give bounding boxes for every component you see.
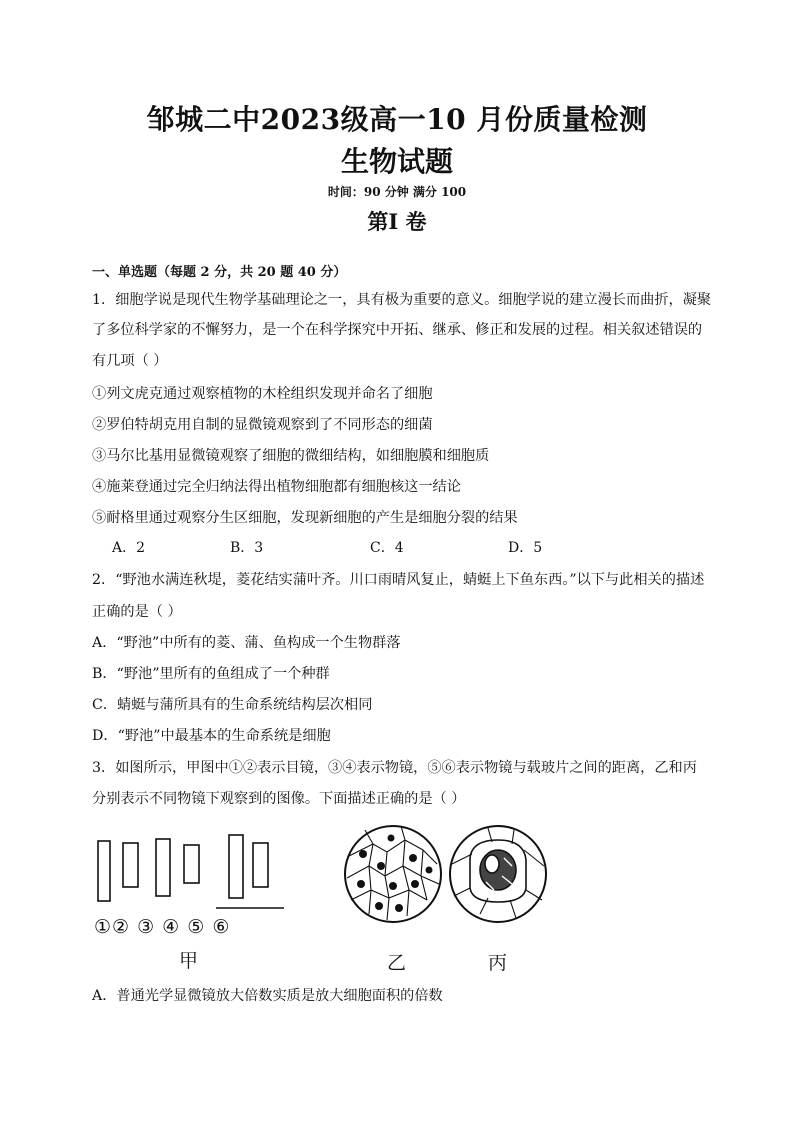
view-bing [450, 826, 546, 922]
q1-option-b[interactable]: B．3 [230, 540, 264, 556]
q2-stem-line: 正确的是（ ） [92, 604, 182, 620]
exam-title: 邹城二中2023级高一10 月份质量检测 [146, 103, 648, 136]
eyepiece-short [123, 843, 138, 887]
q1-stem-line: 了多位科学家的不懈努力，是一个在科学探究中开拓、继承、修正和发展的过程。相关叙述错误的 [92, 322, 703, 338]
figure-numbers: ①② ③ ④ ⑤ ⑥ [94, 916, 231, 938]
q2-option-c[interactable]: C．蜻蜓与蒲所具有的生命系统结构层次相同 [92, 697, 373, 713]
q1-option-c[interactable]: C．4 [370, 540, 404, 556]
objective-short-stage [253, 843, 268, 887]
q1-item: ⑤耐格里通过观察分生区细胞，发现新细胞的产生是细胞分裂的结果 [92, 510, 518, 526]
figure-label-yi: 乙 [387, 952, 407, 974]
volume-heading: 第Ⅰ 卷 [367, 209, 427, 234]
q2-stem-line: 2．“野池水满连秋堤，菱花结实蒲叶齐。川口雨晴风复止，蜻蜓上下鱼东西。”以下与此相关的描述 [92, 572, 705, 588]
q1-item: ①列文虎克通过观察植物的木栓组织发现并命名了细胞 [92, 386, 433, 402]
q1-item: ②罗伯特胡克用自制的显微镜观察到了不同形态的细菌 [92, 417, 433, 433]
figure-label-bing: 丙 [488, 952, 508, 974]
objective-long [156, 839, 170, 896]
q1-option-d[interactable]: D．5 [508, 540, 543, 556]
microscope-figure [88, 822, 558, 972]
figure-label-jia: 甲 [179, 950, 199, 972]
q3-option-a[interactable]: A．普通光学显微镜放大倍数实质是放大细胞面积的倍数 [92, 988, 443, 1004]
objective-short [184, 845, 199, 883]
q2-option-d[interactable]: D．“野池”中最基本的生命系统是细胞 [92, 728, 331, 744]
q1-item: ③马尔比基用显微镜观察了细胞的微细结构，如细胞膜和细胞质 [92, 448, 490, 464]
q1-stem-line: 1．细胞学说是现代生物学基础理论之一，具有极为重要的意义。细胞学说的建立漫长而曲折，凝聚 [92, 292, 712, 308]
objective-long-stage [229, 835, 243, 898]
q1-option-a[interactable]: A．2 [112, 540, 146, 556]
q1-item: ④施莱登通过完全归纳法得出植物细胞都有细胞核这一结论 [92, 479, 461, 495]
section-heading: 一、单选题（每题 2 分，共 20 题 40 分） [92, 265, 347, 280]
exam-subtitle: 生物试题 [340, 145, 453, 178]
q2-option-a[interactable]: A．“野池”中所有的菱、蒲、鱼构成一个生物群落 [92, 635, 401, 651]
q2-option-b[interactable]: B．“野池”里所有的鱼组成了一个种群 [92, 666, 330, 682]
q1-stem-line: 有几项（ ） [92, 353, 168, 369]
eyepiece-long [98, 841, 110, 901]
q3-stem-line: 3．如图所示，甲图中①②表示目镜，③④表示物镜，⑤⑥表示物镜与载玻片之间的距离，乙和丙 [92, 760, 697, 776]
view-yi [345, 826, 441, 922]
exam-meta: 时间：90 分钟 满分 100 [327, 185, 467, 199]
q3-stem-line: 分别表示不同物镜下观察到的图像。下面描述正确的是（ ） [92, 791, 466, 807]
